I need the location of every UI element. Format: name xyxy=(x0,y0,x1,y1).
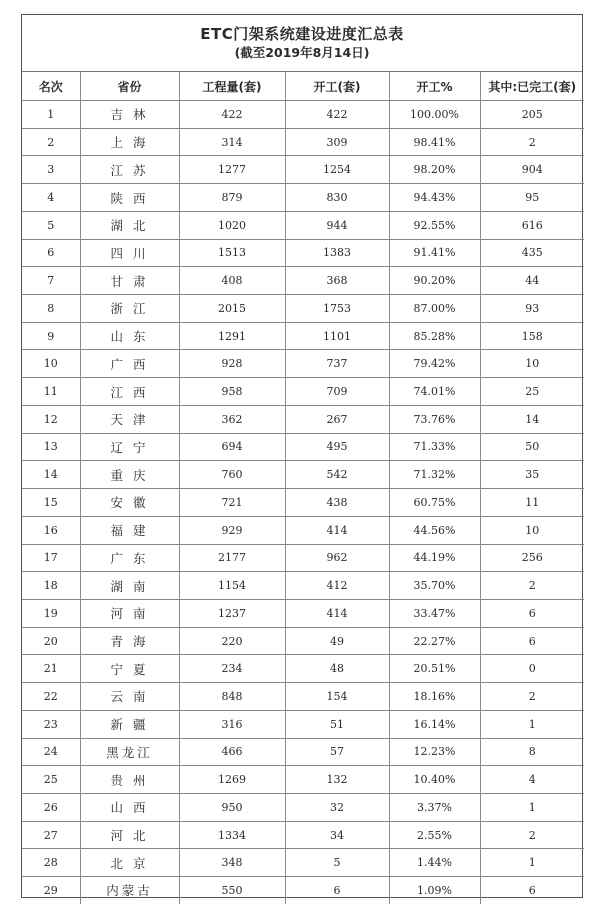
started-cell: 830 xyxy=(285,184,389,212)
province-cell: 陕 西 xyxy=(80,184,179,212)
started-cell: 267 xyxy=(285,405,389,433)
started-cell: 48 xyxy=(285,655,389,683)
table-row xyxy=(22,710,584,738)
rank-cell: 18 xyxy=(22,572,80,600)
started-percent-cell: 22.27% xyxy=(389,627,480,655)
header-row xyxy=(22,72,584,101)
started-percent-cell: 79.42% xyxy=(389,350,480,378)
started-cell: 57 xyxy=(285,738,389,766)
table-row xyxy=(22,793,584,821)
completed-cell: 256 xyxy=(480,544,584,572)
rank-cell: 25 xyxy=(22,766,80,794)
table-title-block xyxy=(22,15,582,72)
table-row xyxy=(22,627,584,655)
completed-cell: 50 xyxy=(480,433,584,461)
completed-cell: 14 xyxy=(480,405,584,433)
started-percent-cell: 10.40% xyxy=(389,766,480,794)
table-row xyxy=(22,849,584,877)
completed-cell: 2 xyxy=(480,683,584,711)
rank-cell: 27 xyxy=(22,821,80,849)
started-percent-cell: 98.20% xyxy=(389,156,480,184)
started-cell: 412 xyxy=(285,572,389,600)
table-row xyxy=(22,128,584,156)
province-cell: 辽 宁 xyxy=(80,433,179,461)
rank-cell: 16 xyxy=(22,516,80,544)
province-cell: 甘 肃 xyxy=(80,267,179,295)
started-cell: 154 xyxy=(285,683,389,711)
province-cell: 山 西 xyxy=(80,793,179,821)
completed-cell: 0 xyxy=(480,655,584,683)
table-row xyxy=(22,516,584,544)
started-cell: 32 xyxy=(285,793,389,821)
started-percent-cell: 74.01% xyxy=(389,378,480,406)
started-cell: 542 xyxy=(285,461,389,489)
column-header-started: 开工(套) xyxy=(285,72,389,101)
table-row xyxy=(22,184,584,212)
table-row xyxy=(22,738,584,766)
province-cell: 湖 北 xyxy=(80,211,179,239)
province-cell: 广 东 xyxy=(80,544,179,572)
rank-cell: 29 xyxy=(22,877,80,904)
table-row xyxy=(22,544,584,572)
province-cell: 四 川 xyxy=(80,239,179,267)
started-percent-cell: 1.44% xyxy=(389,849,480,877)
province-cell: 新 疆 xyxy=(80,710,179,738)
table-row xyxy=(22,322,584,350)
table-row xyxy=(22,683,584,711)
province-cell: 广 西 xyxy=(80,350,179,378)
started-cell: 1101 xyxy=(285,322,389,350)
started-percent-cell: 2.55% xyxy=(389,821,480,849)
completed-cell: 93 xyxy=(480,295,584,323)
completed-cell: 2 xyxy=(480,128,584,156)
completed-cell: 25 xyxy=(480,378,584,406)
table-row xyxy=(22,877,584,904)
started-percent-cell: 98.41% xyxy=(389,128,480,156)
table-row xyxy=(22,433,584,461)
planned-cell: 879 xyxy=(179,184,285,212)
province-cell: 河 南 xyxy=(80,599,179,627)
completed-cell: 2 xyxy=(480,572,584,600)
started-cell: 495 xyxy=(285,433,389,461)
started-percent-cell: 73.76% xyxy=(389,405,480,433)
etc-progress-table-sheet xyxy=(21,14,583,898)
table-row xyxy=(22,295,584,323)
planned-cell: 2177 xyxy=(179,544,285,572)
table-row xyxy=(22,239,584,267)
table-row xyxy=(22,821,584,849)
started-percent-cell: 100.00% xyxy=(389,101,480,129)
province-cell: 江 苏 xyxy=(80,156,179,184)
started-cell: 368 xyxy=(285,267,389,295)
completed-cell: 35 xyxy=(480,461,584,489)
started-percent-cell: 1.09% xyxy=(389,877,480,904)
province-cell: 山 东 xyxy=(80,322,179,350)
planned-cell: 1291 xyxy=(179,322,285,350)
completed-cell: 11 xyxy=(480,489,584,517)
province-cell: 云 南 xyxy=(80,683,179,711)
completed-cell: 616 xyxy=(480,211,584,239)
completed-cell: 2 xyxy=(480,821,584,849)
planned-cell: 550 xyxy=(179,877,285,904)
planned-cell: 694 xyxy=(179,433,285,461)
started-cell: 944 xyxy=(285,211,389,239)
table-row xyxy=(22,655,584,683)
table-row xyxy=(22,766,584,794)
started-cell: 1753 xyxy=(285,295,389,323)
started-cell: 6 xyxy=(285,877,389,904)
completed-cell: 1 xyxy=(480,793,584,821)
started-percent-cell: 92.55% xyxy=(389,211,480,239)
planned-cell: 1334 xyxy=(179,821,285,849)
rank-cell: 6 xyxy=(22,239,80,267)
started-cell: 1254 xyxy=(285,156,389,184)
started-percent-cell: 44.56% xyxy=(389,516,480,544)
rank-cell: 21 xyxy=(22,655,80,683)
planned-cell: 929 xyxy=(179,516,285,544)
province-cell: 重 庆 xyxy=(80,461,179,489)
province-cell: 宁 夏 xyxy=(80,655,179,683)
province-cell: 吉 林 xyxy=(80,101,179,129)
rank-cell: 24 xyxy=(22,738,80,766)
rank-cell: 10 xyxy=(22,350,80,378)
started-percent-cell: 94.43% xyxy=(389,184,480,212)
province-cell: 江 西 xyxy=(80,378,179,406)
rank-cell: 26 xyxy=(22,793,80,821)
table-title: ETC门架系统建设进度汇总表 xyxy=(200,25,404,43)
province-cell: 青 海 xyxy=(80,627,179,655)
started-cell: 737 xyxy=(285,350,389,378)
planned-cell: 2015 xyxy=(179,295,285,323)
started-percent-cell: 12.23% xyxy=(389,738,480,766)
planned-cell: 958 xyxy=(179,378,285,406)
planned-cell: 1237 xyxy=(179,599,285,627)
rank-cell: 12 xyxy=(22,405,80,433)
planned-cell: 422 xyxy=(179,101,285,129)
planned-cell: 1277 xyxy=(179,156,285,184)
started-cell: 51 xyxy=(285,710,389,738)
planned-cell: 1154 xyxy=(179,572,285,600)
rank-cell: 20 xyxy=(22,627,80,655)
rank-cell: 1 xyxy=(22,101,80,129)
started-cell: 49 xyxy=(285,627,389,655)
rank-cell: 22 xyxy=(22,683,80,711)
started-cell: 34 xyxy=(285,821,389,849)
completed-cell: 6 xyxy=(480,877,584,904)
planned-cell: 721 xyxy=(179,489,285,517)
table-row xyxy=(22,599,584,627)
started-percent-cell: 44.19% xyxy=(389,544,480,572)
planned-cell: 1020 xyxy=(179,211,285,239)
table-row xyxy=(22,267,584,295)
rank-cell: 19 xyxy=(22,599,80,627)
planned-cell: 848 xyxy=(179,683,285,711)
table-row xyxy=(22,350,584,378)
started-percent-cell: 91.41% xyxy=(389,239,480,267)
province-cell: 福 建 xyxy=(80,516,179,544)
column-header-started-percent: 开工% xyxy=(389,72,480,101)
completed-cell: 10 xyxy=(480,350,584,378)
planned-cell: 928 xyxy=(179,350,285,378)
rank-cell: 2 xyxy=(22,128,80,156)
planned-cell: 220 xyxy=(179,627,285,655)
started-percent-cell: 33.47% xyxy=(389,599,480,627)
planned-cell: 466 xyxy=(179,738,285,766)
completed-cell: 95 xyxy=(480,184,584,212)
completed-cell: 435 xyxy=(480,239,584,267)
completed-cell: 205 xyxy=(480,101,584,129)
table-row xyxy=(22,572,584,600)
started-percent-cell: 20.51% xyxy=(389,655,480,683)
completed-cell: 6 xyxy=(480,599,584,627)
province-cell: 天 津 xyxy=(80,405,179,433)
province-cell: 安 徽 xyxy=(80,489,179,517)
rank-cell: 8 xyxy=(22,295,80,323)
started-cell: 132 xyxy=(285,766,389,794)
province-cell: 上 海 xyxy=(80,128,179,156)
planned-cell: 348 xyxy=(179,849,285,877)
planned-cell: 362 xyxy=(179,405,285,433)
planned-cell: 408 xyxy=(179,267,285,295)
started-cell: 309 xyxy=(285,128,389,156)
started-percent-cell: 16.14% xyxy=(389,710,480,738)
started-cell: 709 xyxy=(285,378,389,406)
started-percent-cell: 3.37% xyxy=(389,793,480,821)
completed-cell: 158 xyxy=(480,322,584,350)
progress-table xyxy=(22,72,584,904)
province-cell: 黑龙江 xyxy=(80,738,179,766)
table-row xyxy=(22,101,584,129)
province-cell: 贵 州 xyxy=(80,766,179,794)
table-body xyxy=(22,101,584,904)
completed-cell: 6 xyxy=(480,627,584,655)
started-percent-cell: 71.33% xyxy=(389,433,480,461)
table-subtitle: (截至2019年8月14日) xyxy=(234,45,370,60)
started-cell: 1383 xyxy=(285,239,389,267)
completed-cell: 904 xyxy=(480,156,584,184)
rank-cell: 28 xyxy=(22,849,80,877)
table-row xyxy=(22,156,584,184)
rank-cell: 23 xyxy=(22,710,80,738)
planned-cell: 234 xyxy=(179,655,285,683)
column-header-planned: 工程量(套) xyxy=(179,72,285,101)
started-percent-cell: 35.70% xyxy=(389,572,480,600)
province-cell: 河 北 xyxy=(80,821,179,849)
rank-cell: 17 xyxy=(22,544,80,572)
planned-cell: 314 xyxy=(179,128,285,156)
province-cell: 内蒙古 xyxy=(80,877,179,904)
planned-cell: 950 xyxy=(179,793,285,821)
started-cell: 422 xyxy=(285,101,389,129)
table-row xyxy=(22,211,584,239)
province-cell: 湖 南 xyxy=(80,572,179,600)
table-row xyxy=(22,461,584,489)
completed-cell: 10 xyxy=(480,516,584,544)
started-percent-cell: 85.28% xyxy=(389,322,480,350)
started-cell: 5 xyxy=(285,849,389,877)
column-header-province: 省份 xyxy=(80,72,179,101)
completed-cell: 1 xyxy=(480,710,584,738)
planned-cell: 1513 xyxy=(179,239,285,267)
rank-cell: 7 xyxy=(22,267,80,295)
planned-cell: 1269 xyxy=(179,766,285,794)
province-cell: 浙 江 xyxy=(80,295,179,323)
table-row xyxy=(22,378,584,406)
planned-cell: 316 xyxy=(179,710,285,738)
started-percent-cell: 90.20% xyxy=(389,267,480,295)
table-header xyxy=(22,72,584,101)
started-cell: 962 xyxy=(285,544,389,572)
rank-cell: 4 xyxy=(22,184,80,212)
rank-cell: 3 xyxy=(22,156,80,184)
started-percent-cell: 87.00% xyxy=(389,295,480,323)
started-percent-cell: 71.32% xyxy=(389,461,480,489)
table-row xyxy=(22,405,584,433)
started-cell: 414 xyxy=(285,599,389,627)
completed-cell: 8 xyxy=(480,738,584,766)
started-cell: 438 xyxy=(285,489,389,517)
completed-cell: 4 xyxy=(480,766,584,794)
province-cell: 北 京 xyxy=(80,849,179,877)
column-header-completed: 其中:已完工(套) xyxy=(480,72,584,101)
started-cell: 414 xyxy=(285,516,389,544)
rank-cell: 15 xyxy=(22,489,80,517)
rank-cell: 9 xyxy=(22,322,80,350)
completed-cell: 1 xyxy=(480,849,584,877)
started-percent-cell: 18.16% xyxy=(389,683,480,711)
table-row xyxy=(22,489,584,517)
started-percent-cell: 60.75% xyxy=(389,489,480,517)
planned-cell: 760 xyxy=(179,461,285,489)
rank-cell: 11 xyxy=(22,378,80,406)
completed-cell: 44 xyxy=(480,267,584,295)
column-header-rank: 名次 xyxy=(22,72,80,101)
rank-cell: 5 xyxy=(22,211,80,239)
rank-cell: 14 xyxy=(22,461,80,489)
rank-cell: 13 xyxy=(22,433,80,461)
